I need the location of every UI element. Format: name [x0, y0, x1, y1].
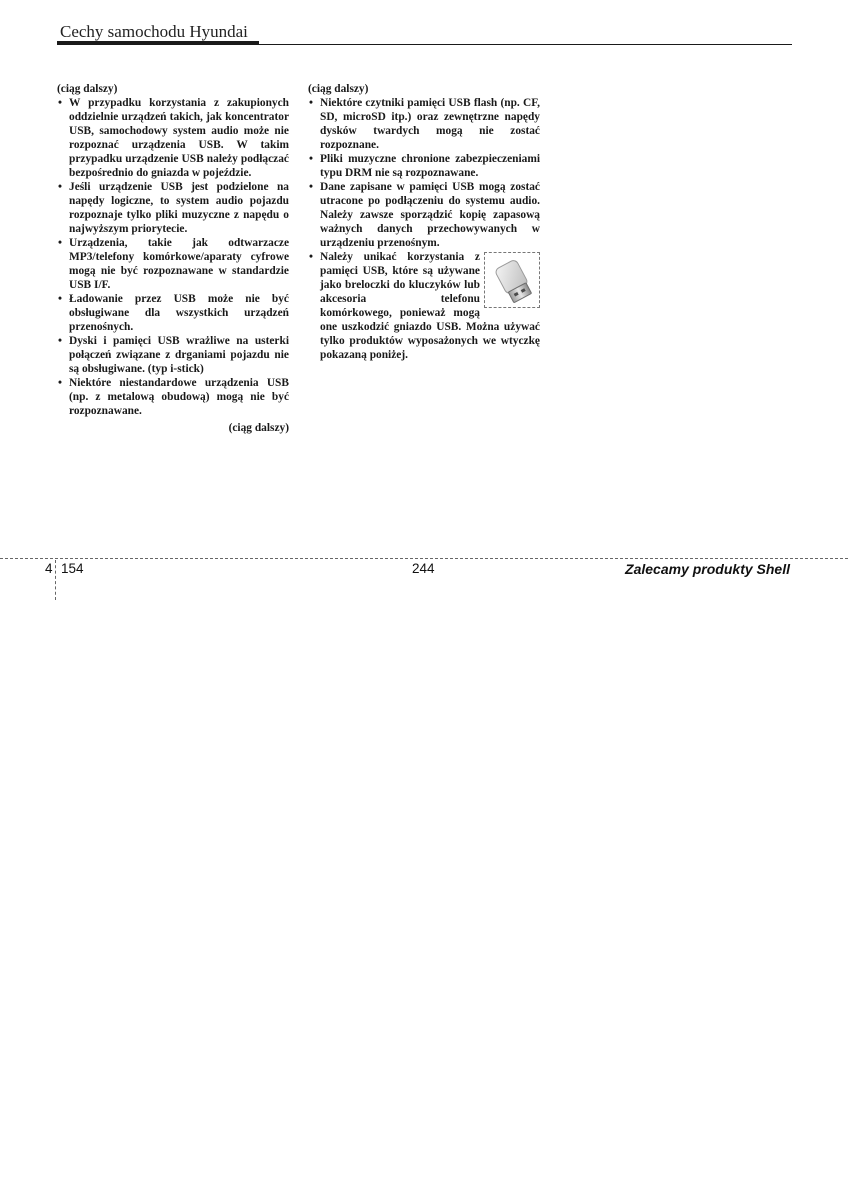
footer-dashed-vertical — [55, 560, 56, 600]
list-item-with-figure — [308, 250, 540, 362]
right-column — [308, 82, 540, 362]
list-item: • Jeśli urządzenie USB jest podzielone na napędy logiczne, to system audio pojazdu rozpoznaje tylko pliki muzyczne z napędu o najwyższym priorytecie. — [57, 180, 289, 236]
footer-section-number: 4 — [45, 561, 53, 576]
list-item-text: Należy unikać korzystania z pamięci USB, które są używane jako breloczki do kluczyków lub akcesoria telefonu komórkowego, ponieważ mogą one uszkodzić gniazdo USB. Można używać tylko produktów wyposażonych we wtyczkę pokazaną poniżej. — [320, 251, 540, 361]
list-item: • Urządzenia, takie jak odtwarzacze MP3/telefony komórkowe/aparaty cyfrowe mogą nie być rozpoznawane w standardzie USB I/F. — [57, 236, 289, 292]
header-rule-thin — [57, 44, 792, 45]
left-column — [57, 82, 289, 435]
footer-page-number: 154 — [61, 561, 84, 576]
left-bullet-list — [57, 96, 289, 418]
list-item: • W przypadku korzystania z zakupionych oddzielnie urządzeń takich, jak koncentrator USB, samochodowy system audio może nie rozpoznać urządzenia USB. W takim przypadku urządzenie USB należy podłączać bezpośrednio do gniazda w pojeździe. — [57, 96, 289, 180]
list-item: • Dyski i pamięci USB wrażliwe na usterki połączeń związane z drganiami pojazdu nie są obsługiwane. (typ i-stick) — [57, 334, 289, 376]
list-item: • Dane zapisane w pamięci USB mogą zostać utracone po podłączeniu do systemu audio. Należy zawsze sporządzić kopię zapasową ważnych danych przechowywanych w urządzeniu przenośnym. — [308, 180, 540, 250]
list-item: • Niektóre czytniki pamięci USB flash (np. CF, SD, microSD itp.) oraz zewnętrzne napędy dysków twardych mogą nie zostać rozpoznane. — [308, 96, 540, 152]
footer-dashed-rule — [0, 558, 848, 559]
usb-plug-icon — [484, 252, 540, 308]
continued-label-top: (ciąg dalszy) — [308, 83, 369, 95]
page-header-title: Cechy samochodu Hyundai — [60, 22, 248, 41]
right-bullet-list — [308, 96, 540, 362]
footer-center-number: 244 — [412, 561, 435, 576]
list-item: • Ładowanie przez USB może nie być obsługiwane dla wszystkich urządzeń przenośnych. — [57, 292, 289, 334]
list-item: • Niektóre niestandardowe urządzenia USB (np. z metalową obudową) mogą nie być rozpoznawane. — [57, 376, 289, 418]
continued-label-top: (ciąg dalszy) — [57, 83, 118, 95]
continued-label-bottom: (ciąg dalszy) — [228, 422, 289, 434]
list-item: • Pliki muzyczne chronione zabezpieczeniami typu DRM nie są rozpoznawane. — [308, 152, 540, 180]
footer-brand-text: Zalecamy produkty Shell — [625, 561, 790, 577]
